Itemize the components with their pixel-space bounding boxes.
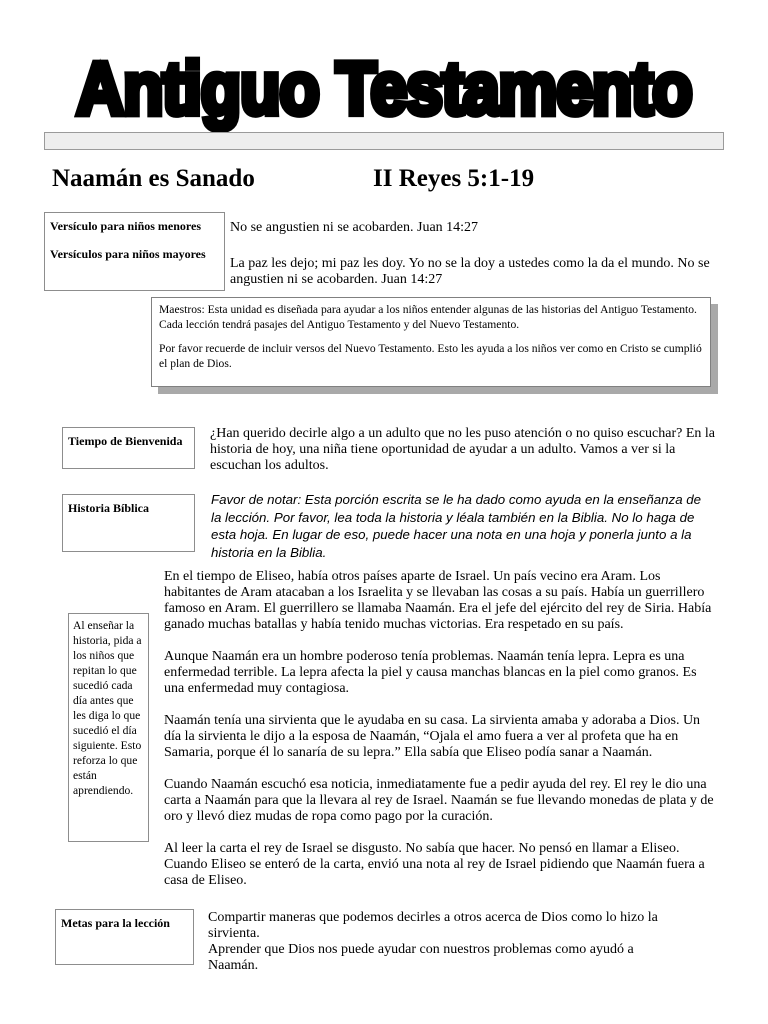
bible-story-label: Historia Bíblica bbox=[62, 494, 195, 552]
bible-story-body bbox=[164, 569, 717, 905]
goal-item: Aprender que Dios nos puede ayudar con nuestros problemas como ayudó a Naamán. bbox=[208, 942, 634, 973]
verse-labels-box bbox=[44, 212, 225, 291]
young-verse-label: Versículo para niños menores bbox=[50, 219, 202, 233]
young-verse-text: No se angustien ni se acobarden. Juan 14:27 bbox=[230, 220, 479, 235]
title-divider bbox=[44, 132, 724, 150]
teacher-note-paragraph: Maestros: Esta unidad es diseñada para ayudar a los niños entender algunas de las historias del Antiguo Testamento. Cada lección tendrá pasajes del Antiguo Testamento y del Nuevo Testamento. bbox=[159, 303, 697, 331]
older-verse-text: La paz les dejo; mi paz les doy. Yo no se la doy a ustedes como la da el mundo. No se angustien ni se acobarden. Juan 14:27 bbox=[230, 256, 710, 287]
story-paragraph: En el tiempo de Eliseo, había otros países aparte de Israel. Un país vecino era Aram. Los habitantes de Aram atacaban a los Israelita y se llevaban las cosas a su país. Había un guerrillero famoso en Aram. El guerrillero se llamaba Naamán. Era el jefe del ejército del rey de Siria. Había ganado muchas batallas y había tenido muchas victorias. Era respetado en su país. bbox=[164, 569, 712, 632]
welcome-label: Tiempo de Bienvenida bbox=[62, 427, 195, 469]
goal-item: Compartir maneras que podemos decirles a otros acerca de Dios como lo hizo la sirvienta. bbox=[208, 910, 658, 941]
story-paragraph: Naamán tenía una sirvienta que le ayudaba en su casa. La sirvienta amaba y adoraba a Dios. Un día la sirvienta le dijo a la esposa de Naamán, “Ojala el amo fuera a ver al profeta que ha en Samaria, porque él lo sanaría de su lepra.” Ella sabía que Eliseo podía sanar a Naamán. bbox=[164, 713, 701, 760]
teacher-note-paragraph: Por favor recuerde de incluir versos del Nuevo Testamento. Esto les ayuda a los niños ver como en Cristo se cumplió el plan de Dios. bbox=[159, 342, 702, 370]
story-paragraph: Aunque Naamán era un hombre poderoso tenía problemas. Naamán tenía lepra. Lepra es una enfermedad terrible. La lepra afecta la piel y causa manchas blancas en la piel como granos. Es una enfermedad muy contagiosa. bbox=[164, 649, 697, 696]
story-paragraph: Al leer la carta el rey de Israel se disgusto. No sabía que hacer. No pensó en llamar a Eliseo. Cuando Eliseo se enteró de la carta, envió una nota al rey de Israel pidiendo que Naamán fuera a casa de Eliseo. bbox=[164, 841, 705, 888]
older-verse-label: Versículos para niños mayores bbox=[50, 247, 206, 261]
teacher-note-box bbox=[151, 297, 711, 387]
page-title: Antiguo Testamento bbox=[76, 46, 692, 130]
story-paragraph: Cuando Naamán escuchó esa noticia, inmediatamente fue a pedir ayuda del rey. El rey le dio una carta a Naamán para que la llevara al rey de Israel. Naamán se fue llevando monedas de plata y de oro y llevó diez mudas de ropa como pago por la curación. bbox=[164, 777, 714, 824]
lesson-title: Naamán es Sanado bbox=[52, 165, 255, 192]
welcome-text: ¿Han querido decirle algo a un adulto que no les puso atención o no quiso escuchar? En la historia de hoy, una niña tiene oportunidad de ayudar a un adulto. Vamos a ver si la escuchan los adultos. bbox=[210, 426, 716, 473]
teaching-tip-box: Al enseñar la historia, pida a los niños que repitan lo que sucedió cada día antes que les diga lo que sucedió el día siguiente. Esto reforza lo que están aprendiendo. bbox=[68, 613, 149, 842]
goals-label: Metas para la lección bbox=[55, 909, 194, 965]
lesson-reference: II Reyes 5:1-19 bbox=[373, 165, 535, 192]
bible-story-note: Favor de notar: Esta porción escrita se le ha dado como ayuda en la enseñanza de la lección. Por favor, lea toda la historia y léala también en la Biblia. No lo haga de esta hoja. En lugar de eso, puede hacer una nota en una hoja y ponerla junto a la historia en la Biblia. bbox=[211, 492, 702, 560]
goals-text bbox=[208, 910, 678, 974]
